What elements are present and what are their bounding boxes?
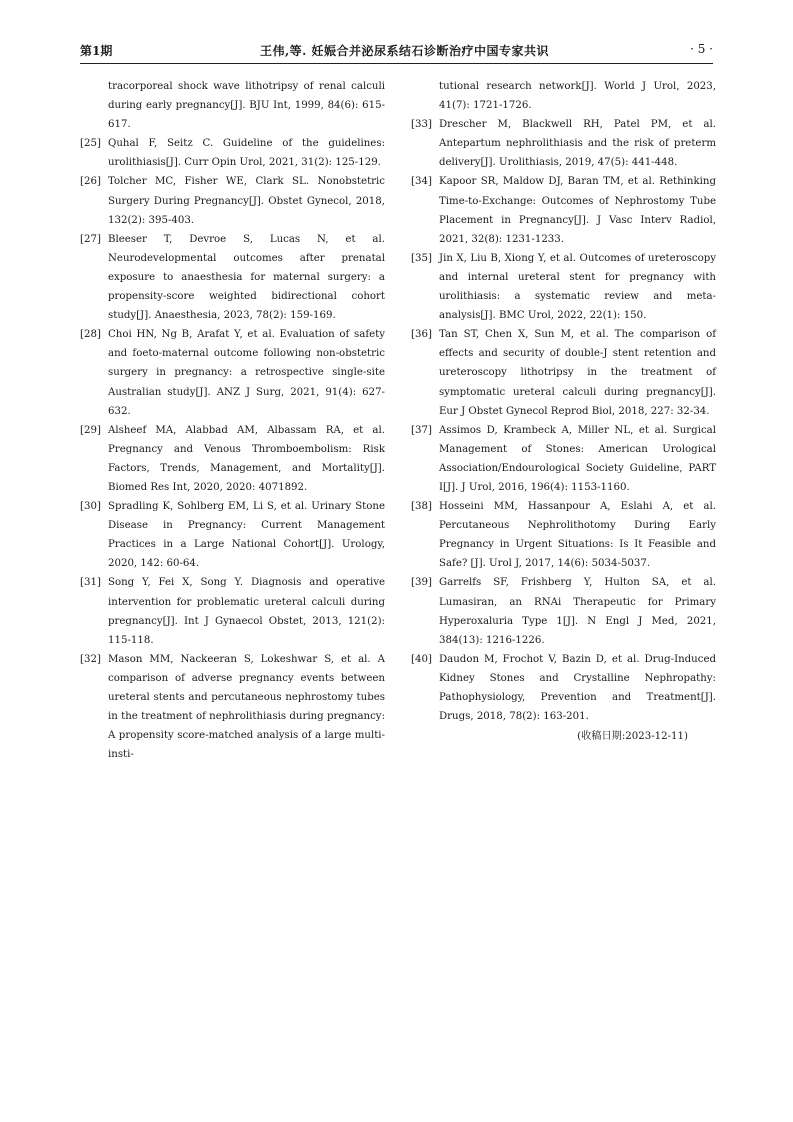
reference-number: [26] [80,176,101,188]
reference-number: [28] [80,329,101,341]
reference-item [80,172,385,229]
reference-item [80,497,385,573]
reference-number: [29] [80,424,101,436]
issue-number: 第1期 [80,44,113,58]
left-column [80,77,385,764]
reference-item [411,249,716,325]
reference-number: [27] [80,233,101,245]
reference-number: [35] [411,252,432,264]
reference-text: Mason MM, Nackeeran S, Lokeshwar S, et al. A comparison of adverse pregnancy events between ureteral stents and percutaneous nephrostomy tubes in the treatment of nephrolithiasis during pregnancy: A propensity score-matched analysis of a large multi-insti- [108,653,385,761]
page-number: · 5 · [690,42,713,56]
reference-continuation: tracorporeal shock wave lithotripsy of renal calculi during early pregnancy[J]. BJU Int, 1999, 84(6): 615-617. [108,81,385,131]
reference-number: [30] [80,501,101,513]
reference-text: Garrelfs SF, Frishberg Y, Hulton SA, et al. Lumasiran, an RNAi Therapeutic for Primary Hyperoxaluria Type 1[J]. N Engl J Med, 2021, 384(13): 1216-1226. [439,577,716,646]
reference-number: [34] [411,176,432,188]
reference-item [411,172,716,248]
reference-item [411,497,716,573]
running-title: 王伟,等. 妊娠合并泌尿系结石诊断治疗中国专家共识 [260,44,550,58]
reference-number: [40] [411,653,432,665]
reference-list-right [411,115,716,726]
reference-number: [33] [411,119,432,131]
reference-number: [36] [411,329,432,341]
reference-text: Tolcher MC, Fisher WE, Clark SL. Nonobstetric Surgery During Pregnancy[J]. Obstet Gynecol, 2018, 132(2): 395-403. [108,176,385,226]
received-date: (收稿日期:2023-12-11) [577,731,688,743]
reference-item [80,325,385,420]
reference-text: Alsheef MA, Alabbad AM, Albassam RA, et al. Pregnancy and Venous Thromboembolism: Risk Factors, Trends, Management, and Mortality[J]. Biomed Res Int, 2020, 2020: 4071892. [108,424,385,493]
reference-item [80,573,385,649]
reference-text: Choi HN, Ng B, Arafat Y, et al. Evaluation of safety and foeto-maternal outcome following non-obstetric surgery in pregnancy: a retrospective single-site Australian study[J]. ANZ J Surg, 2021, 91(4): 627-632. [108,329,385,417]
reference-number: [37] [411,424,432,436]
reference-list-left [80,134,385,764]
reference-item [411,573,716,649]
reference-text: Hosseini MM, Hassanpour A, Eslahi A, et al. Percutaneous Nephrolithotomy During Early Pregnancy in Urgent Situations: Is It Feasible and Safe? [J]. Urol J, 2017, 14(6): 5034-5037. [439,501,716,570]
header-rule [80,63,713,64]
reference-item [80,134,385,172]
reference-text: Tan ST, Chen X, Sun M, et al. The comparison of effects and security of double-J stent retention and ureteroscopy lithotripsy in the treatment of symptomatic ureteral calculi during pregnancy[J]. Eur J Obstet Gynecol Reprod Biol, 2018, 227: 32-34. [439,329,716,417]
reference-text: Daudon M, Frochot V, Bazin D, et al. Drug-Induced Kidney Stones and Crystalline Nephropathy: Pathophysiology, Prevention and Treatment[J]. Drugs, 2018, 78(2): 163-201. [439,653,716,723]
reference-continuation: tutional research network[J]. World J Urol, 2023, 41(7): 1721-1726. [439,81,716,112]
reference-text: Drescher M, Blackwell RH, Patel PM, et al. Antepartum nephrolithiasis and the risk of preterm delivery[J]. Urolithiasis, 2019, 47(5): 441-448. [439,119,716,169]
running-header [80,38,713,60]
reference-text: Assimos D, Krambeck A, Miller NL, et al. Surgical Management of Stones: American Urological Association/Endourological Society Guideline, PART I[J]. J Urol, 2016, 196(4): 1153-1160. [439,424,716,493]
reference-number: [39] [411,577,432,589]
reference-number: [25] [80,138,101,150]
reference-item [411,115,716,172]
reference-text: Song Y, Fei X, Song Y. Diagnosis and operative intervention for problematic ureteral calculi during pregnancy[J]. Int J Gynaecol Obstet, 2013, 121(2): 115-118. [108,577,385,646]
reference-item [411,650,716,726]
reference-number: [31] [80,577,101,589]
reference-number: [38] [411,501,432,513]
right-column [411,77,716,746]
reference-number: [32] [80,653,101,665]
reference-text: Jin X, Liu B, Xiong Y, et al. Outcomes of ureteroscopy and internal ureteral stent for pregnancy with urolithiasis: a systematic review and meta-analysis[J]. BMC Urol, 2022, 22(1): 150. [439,252,716,322]
reference-text: Spradling K, Sohlberg EM, Li S, et al. Urinary Stone Disease in Pregnancy: Current Management Practices in a Large National Cohort[J]. Urology, 2020, 142: 60-64. [108,501,385,570]
reference-text: Kapoor SR, Maldow DJ, Baran TM, et al. Rethinking Time-to-Exchange: Outcomes of Nephrostomy Tube Placement in Pregnancy[J]. J Vasc Interv Radiol, 2021, 32(8): 1231-1233. [439,176,716,245]
reference-item [80,230,385,325]
reference-text: Quhal F, Seitz C. Guideline of the guidelines: urolithiasis[J]. Curr Opin Urol, 2021, 31(2): 125-129. [108,138,385,169]
reference-item [411,325,716,420]
reference-item [411,421,716,497]
reference-text: Bleeser T, Devroe S, Lucas N, et al. Neurodevelopmental outcomes after prenatal exposure to anaesthesia for maternal surgery: a propensity-score weighted bidirectional cohort study[J]. Anaesthesia, 2023, 78(2): 159-169. [108,233,385,322]
reference-item [80,421,385,497]
reference-item [80,650,385,765]
